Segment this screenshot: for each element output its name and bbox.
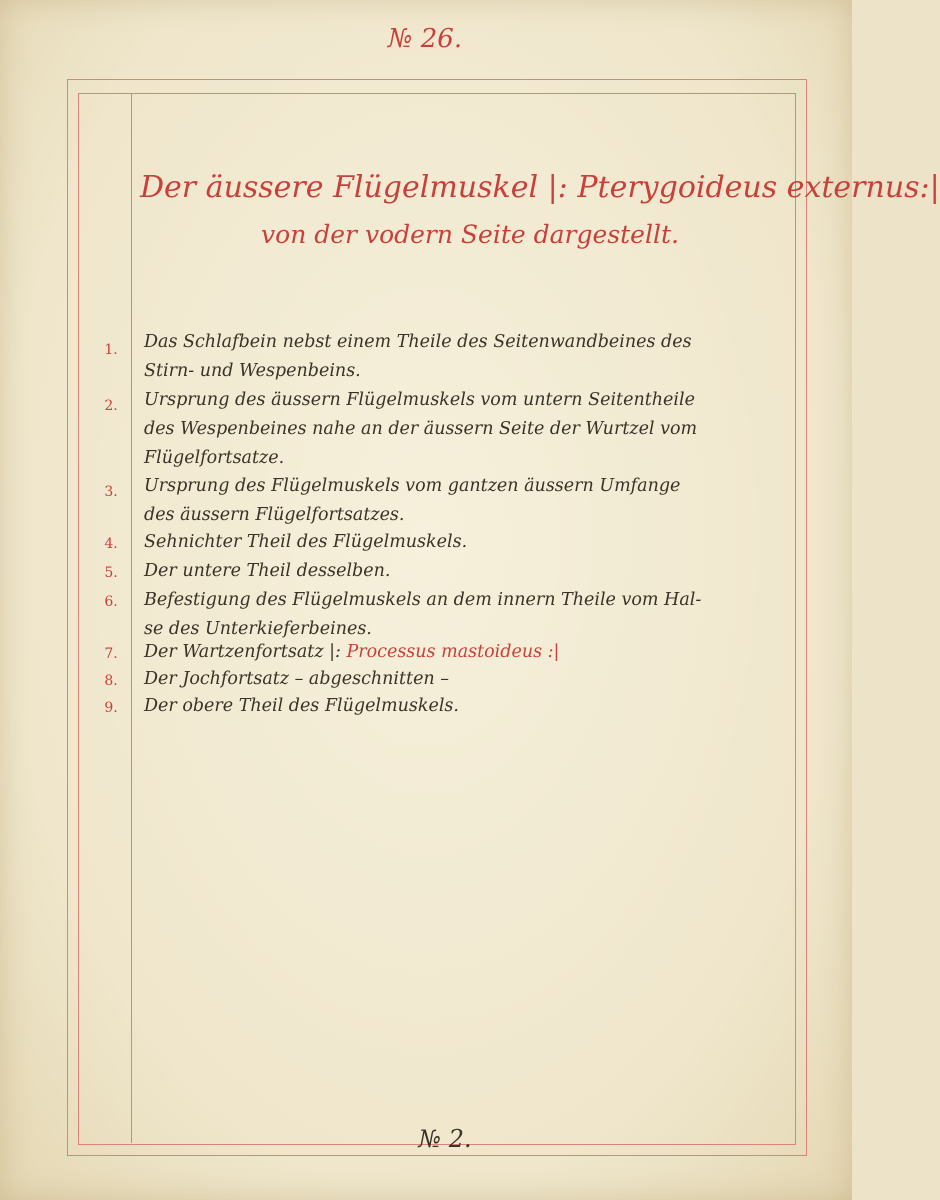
item-text xyxy=(144,557,784,586)
item-text xyxy=(144,386,784,473)
item-line: Ursprung des Flügelmuskels vom gantzen äussern Umfange xyxy=(144,476,681,496)
item-line: se des Unterkieferbeines. xyxy=(144,619,372,639)
item-number: 3. xyxy=(104,484,118,500)
item-number: 6. xyxy=(104,594,118,610)
item-text xyxy=(144,586,784,644)
folio-number: № 26. xyxy=(387,24,463,54)
item-number: 9. xyxy=(104,700,118,716)
item-text xyxy=(144,692,784,721)
item-line: Befestigung des Flügelmuskels an dem innern Theile vom Hal- xyxy=(144,590,702,610)
item-line: Der obere Theil des Flügelmuskels. xyxy=(144,696,459,716)
latin-term: Processus mastoideus :| xyxy=(346,642,560,662)
item-text xyxy=(144,528,784,557)
item-line: Das Schlafbein nebst einem Theile des Seitenwandbeines des xyxy=(144,332,692,352)
item-number: 2. xyxy=(104,398,118,414)
item-text xyxy=(144,328,784,386)
item-line-text: Der Wartzenfortsatz |: xyxy=(144,642,341,662)
item-line: Stirn- und Wespenbeins. xyxy=(144,361,361,381)
item-number: 1. xyxy=(104,342,118,358)
margin-rule xyxy=(131,93,132,1143)
item-line: Flügelfortsatze. xyxy=(144,448,285,468)
item-line: Der untere Theil desselben. xyxy=(144,561,391,581)
item-text xyxy=(144,665,784,694)
title-line-1: Der äussere Flügelmuskel |: Pterygoideus externus:| xyxy=(140,170,940,205)
item-line: Der Jochfortsatz – abgeschnitten – xyxy=(144,669,450,689)
item-text xyxy=(144,472,784,530)
footer-number: № 2. xyxy=(418,1125,472,1153)
item-text xyxy=(144,638,784,667)
item-line: des äussern Flügelfortsatzes. xyxy=(144,505,405,525)
item-line: Sehnichter Theil des Flügelmuskels. xyxy=(144,532,468,552)
item-number: 5. xyxy=(104,565,118,581)
item-line xyxy=(144,638,784,667)
item-line: Ursprung des äussern Flügelmuskels vom untern Seitentheile xyxy=(144,390,695,410)
item-number: 8. xyxy=(104,673,118,689)
item-number: 7. xyxy=(104,646,118,662)
item-number: 4. xyxy=(104,536,118,552)
item-line: des Wespenbeines nahe an der äussern Seite der Wurtzel vom xyxy=(144,419,698,439)
title-line-2: von der vodern Seite dargestellt. xyxy=(261,220,679,249)
